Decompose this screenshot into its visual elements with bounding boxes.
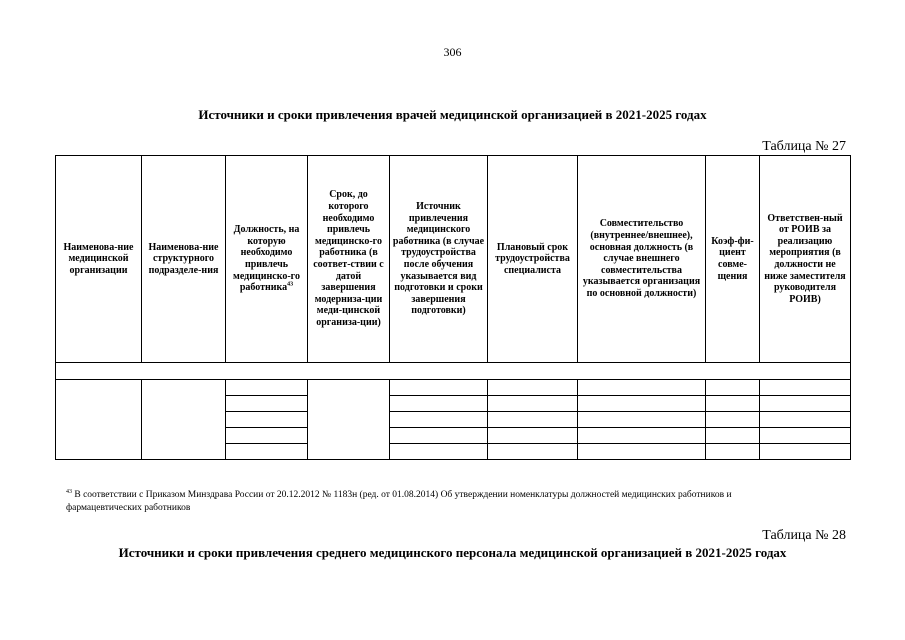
footnote-text: В соответствии с Приказом Минздрава России от 20.12.2012 № 1183н (ред. от 01.08.2014) Об утверждении номенклатуры должностей медицинских работников и фармацевтических работников bbox=[66, 490, 732, 513]
table-cell bbox=[142, 380, 226, 460]
footnote-ref-43: 43 bbox=[287, 281, 294, 288]
table-cell bbox=[760, 396, 851, 412]
table-cell bbox=[226, 396, 308, 412]
table-cell bbox=[226, 444, 308, 460]
table-cell bbox=[578, 412, 706, 428]
table-header-row bbox=[56, 156, 851, 363]
table-cell bbox=[390, 396, 488, 412]
table-cell bbox=[488, 380, 578, 396]
table-row bbox=[56, 380, 851, 396]
table-cell bbox=[578, 428, 706, 444]
header-department-name: Наименова-ние структурного подразделе-ния bbox=[142, 156, 226, 363]
table-28-title: Источники и сроки привлечения среднего медицинского персонала медицинской организацией в 2021-2025 годах bbox=[118, 545, 787, 560]
table-cell bbox=[578, 396, 706, 412]
table-cell bbox=[760, 428, 851, 444]
table-cell bbox=[488, 396, 578, 412]
page-number: 306 bbox=[443, 45, 462, 59]
header-coefficient: Коэф-фи-циент совме-щения bbox=[706, 156, 760, 363]
table-27 bbox=[55, 155, 851, 460]
table-cell bbox=[488, 412, 578, 428]
header-deadline: Срок, до которого необходимо привлечь медицинско-го работника (в соответ-ствии с датой завершения модерниза-ции меди-цинской организа-ции) bbox=[308, 156, 390, 363]
table-cell bbox=[390, 428, 488, 444]
table-separator-row bbox=[56, 363, 851, 380]
header-combination: Совместительство (внутреннее/внешнее), основная должность (в случае внешнего совместительства указывается организация по основной должности) bbox=[578, 156, 706, 363]
table-cell bbox=[760, 444, 851, 460]
header-organization-name: Наименова-ние медицинской организации bbox=[56, 156, 142, 363]
table-cell bbox=[706, 380, 760, 396]
table-cell bbox=[488, 428, 578, 444]
table-cell bbox=[390, 444, 488, 460]
table-cell bbox=[390, 380, 488, 396]
header-position-text: Должность, на которую необходимо привлечь медицинско-го работника bbox=[233, 224, 300, 294]
table-cell bbox=[760, 412, 851, 428]
footnote bbox=[66, 489, 806, 514]
table-cell bbox=[56, 363, 851, 380]
table-cell bbox=[706, 444, 760, 460]
table-28-label: Таблица № 28 bbox=[762, 528, 846, 543]
table-cell bbox=[308, 380, 390, 460]
table-cell bbox=[56, 380, 142, 460]
table-27-title: Источники и сроки привлечения врачей медицинской организацией в 2021-2025 годах bbox=[198, 107, 707, 122]
header-position bbox=[226, 156, 308, 363]
table-cell bbox=[226, 428, 308, 444]
table-cell bbox=[706, 412, 760, 428]
footnote-mark: 43 bbox=[66, 488, 72, 495]
table-cell bbox=[390, 412, 488, 428]
table-cell bbox=[706, 396, 760, 412]
table-cell bbox=[488, 444, 578, 460]
table-cell bbox=[760, 380, 851, 396]
table-27-label: Таблица № 27 bbox=[762, 139, 846, 154]
table-cell bbox=[706, 428, 760, 444]
header-source: Источник привлечения медицинского работника (в случае трудоустройства после обучения указывается вид подготовки и сроки завершения подготовки) bbox=[390, 156, 488, 363]
table-cell bbox=[578, 380, 706, 396]
header-responsible: Ответствен-ный от РОИВ за реализацию мероприятия (в должности не ниже заместителя руководителя РОИВ) bbox=[760, 156, 851, 363]
table-cell bbox=[226, 412, 308, 428]
header-planned-date: Плановый срок трудоустройства специалиста bbox=[488, 156, 578, 363]
table-cell bbox=[578, 444, 706, 460]
table-cell bbox=[226, 380, 308, 396]
